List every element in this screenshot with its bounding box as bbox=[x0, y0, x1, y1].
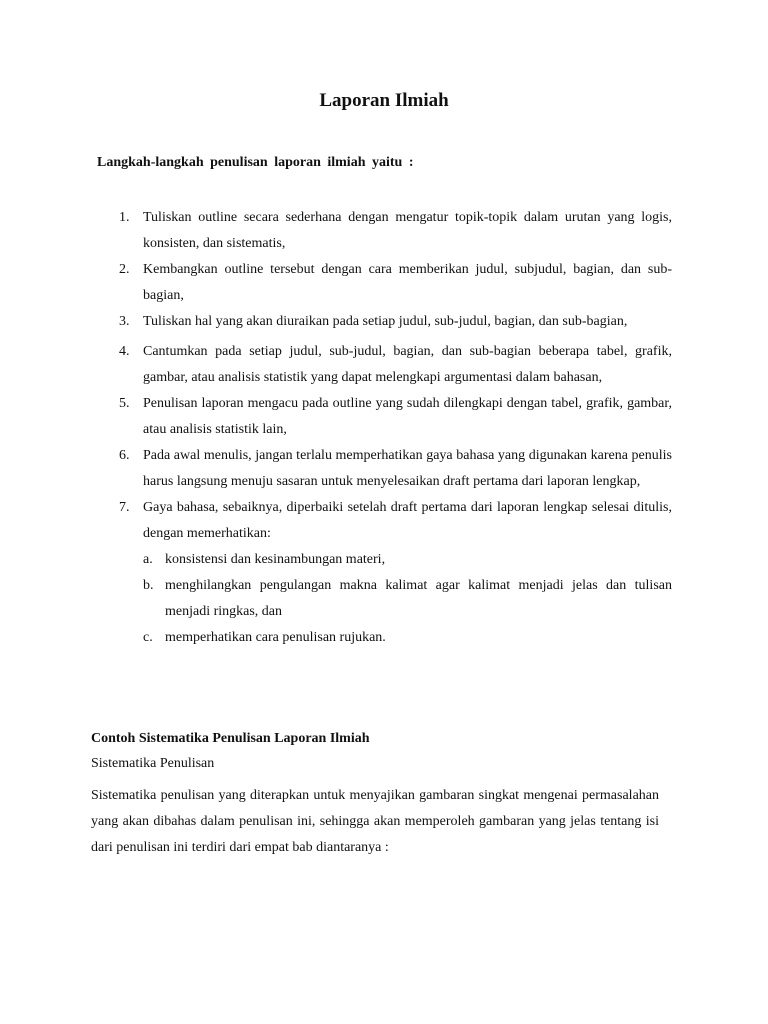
list-number: 3. bbox=[119, 314, 130, 329]
list-item-text: Tuliskan outline secara sederhana dengan mengatur topik-topik dalam urutan yang logis, konsisten, dan sistematis, bbox=[143, 210, 672, 251]
list-number: 1. bbox=[119, 210, 130, 225]
list-item bbox=[143, 625, 672, 651]
list-item-text: konsistensi dan kesinambungan materi, bbox=[165, 552, 386, 567]
list-item-text: Pada awal menulis, jangan terlalu memperhatikan gaya bahasa yang digunakan karena penulis harus langsung menuju sasaran untuk menyelesaikan draft pertama dari laporan lengkap, bbox=[143, 448, 672, 489]
list-item-text: memperhatikan cara penulisan rujukan. bbox=[165, 630, 386, 645]
list-letter: b. bbox=[143, 578, 154, 593]
list-item-text: Gaya bahasa, sebaiknya, diperbaiki setelah draft pertama dari laporan lengkap selesai ditulis, dengan memerhatikan: bbox=[143, 500, 672, 541]
list-item-text: Penulisan laporan mengacu pada outline yang sudah dilengkapi dengan tabel, grafik, gambar, atau analisis statistik lain, bbox=[143, 396, 672, 437]
list-letter: a. bbox=[143, 552, 153, 567]
list-item bbox=[119, 205, 672, 257]
list-number: 4. bbox=[119, 344, 130, 359]
list-item bbox=[143, 573, 672, 625]
section-subheading: Sistematika Penulisan bbox=[91, 756, 215, 771]
page-title: Laporan Ilmiah bbox=[319, 90, 449, 111]
list-item bbox=[143, 547, 672, 573]
list-item-text: Tuliskan hal yang akan diuraikan pada setiap judul, sub-judul, bagian, dan sub-bagian, bbox=[143, 314, 628, 329]
list-letter: c. bbox=[143, 630, 153, 645]
steps-intro: Langkah-langkah penulisan laporan ilmiah yaitu : bbox=[97, 155, 414, 170]
list-item bbox=[119, 443, 672, 495]
list-item-text: Cantumkan pada setiap judul, sub-judul, bagian, dan sub-bagian beberapa tabel, grafik, gambar, atau analisis statistik yang dapat melengkapi argumentasi dalam bahasan, bbox=[143, 344, 672, 385]
list-number: 6. bbox=[119, 448, 130, 463]
list-item bbox=[119, 309, 672, 335]
section-heading: Contoh Sistematika Penulisan Laporan Ilmiah bbox=[91, 731, 370, 746]
section-paragraph: Sistematika penulisan yang diterapkan untuk menyajikan gambaran singkat mengenai permasalahan yang akan dibahas dalam penulisan ini, sehingga akan memperoleh gambaran yang jelas tentang isi dari penulisan ini terdiri dari empat bab diantaranya : bbox=[91, 788, 659, 855]
steps-list bbox=[119, 205, 672, 651]
list-item-text: menghilangkan pengulangan makna kalimat agar kalimat menjadi jelas dan tulisan menjadi ringkas, dan bbox=[165, 578, 672, 619]
list-item-text: Kembangkan outline tersebut dengan cara memberikan judul, subjudul, bagian, dan sub-bagian, bbox=[143, 262, 672, 303]
list-item bbox=[119, 339, 672, 391]
list-number: 2. bbox=[119, 262, 130, 277]
list-number: 5. bbox=[119, 396, 130, 411]
list-item bbox=[119, 257, 672, 309]
list-item bbox=[119, 391, 672, 443]
sub-steps-list bbox=[143, 547, 672, 651]
list-item bbox=[119, 495, 672, 651]
list-number: 7. bbox=[119, 500, 130, 515]
